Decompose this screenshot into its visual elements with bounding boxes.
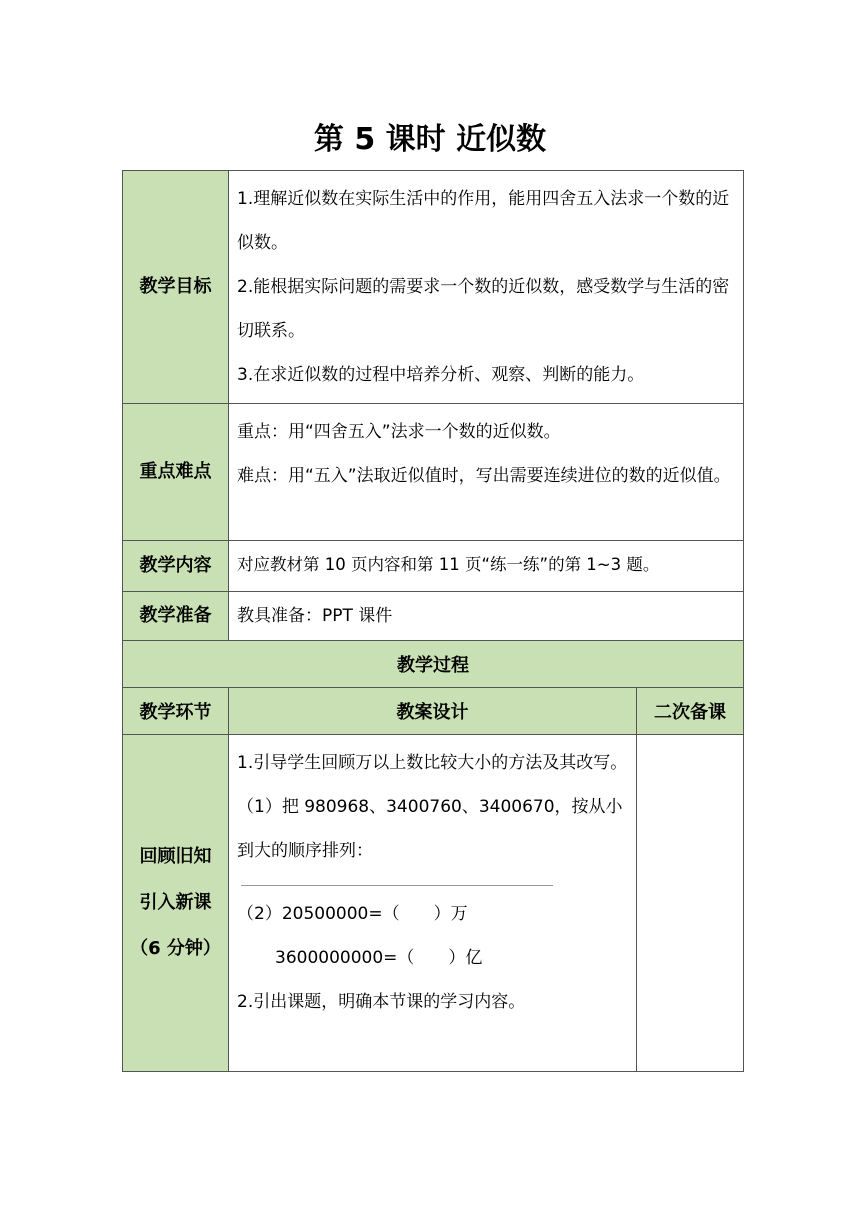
preparation-label: 教学准备 bbox=[123, 592, 229, 641]
objectives-content bbox=[229, 171, 744, 404]
stage-revision bbox=[637, 735, 744, 1072]
process-column-header-row bbox=[123, 688, 744, 735]
key-points-content bbox=[229, 404, 744, 541]
preparation-text: 教具准备：PPT 课件 bbox=[229, 592, 744, 641]
key-points-label: 重点难点 bbox=[123, 404, 229, 541]
objective-item: 3.在求近似数的过程中培养分析、观察、判断的能力。 bbox=[237, 365, 645, 385]
process-header-row bbox=[123, 641, 744, 688]
stage-row bbox=[123, 735, 744, 1072]
stage-label-line: （6 分钟） bbox=[130, 938, 221, 959]
column-header-design: 教案设计 bbox=[229, 688, 637, 735]
objective-item: 1.理解近似数在实际生活中的作用，能用四舍五入法求一个数的近似数。 bbox=[237, 189, 730, 253]
stage-sub-1: （1）把 980968、3400760、3400670，按从小到大的顺序排列： bbox=[237, 797, 623, 861]
lesson-plan-table bbox=[122, 170, 744, 1072]
objectives-label: 教学目标 bbox=[123, 171, 229, 404]
content-row bbox=[123, 541, 744, 592]
key-point-item: 难点：用“五入”法取近似值时，写出需要连续进位的数的近似值。 bbox=[237, 466, 731, 486]
objective-item: 2.能根据实际问题的需要求一个数的近似数，感受数学与生活的密切联系。 bbox=[237, 277, 730, 341]
page-title: 第 5 课时 近似数 bbox=[313, 122, 547, 157]
content-text: 对应教材第 10 页内容和第 11 页“练一练”的第 1~3 题。 bbox=[229, 541, 744, 592]
stage-sub-2b: 3600000000=（ ）亿 bbox=[275, 948, 483, 968]
process-header: 教学过程 bbox=[123, 641, 744, 688]
key-points-row bbox=[123, 404, 744, 541]
stage-item-2: 2.引出课题，明确本节课的学习内容。 bbox=[237, 992, 526, 1012]
answer-fill-line bbox=[241, 885, 553, 886]
stage-label bbox=[123, 735, 229, 1072]
column-header-revision: 二次备课 bbox=[637, 688, 744, 735]
stage-sub-2a: （2）20500000=（ ）万 bbox=[237, 904, 468, 924]
stage-design bbox=[229, 735, 637, 1072]
stage-label-line: 引入新课 bbox=[139, 892, 212, 913]
column-header-stage: 教学环节 bbox=[123, 688, 229, 735]
stage-label-line: 回顾旧知 bbox=[139, 846, 212, 867]
preparation-row bbox=[123, 592, 744, 641]
key-point-item: 重点：用“四舍五入”法求一个数的近似数。 bbox=[237, 422, 561, 442]
content-label: 教学内容 bbox=[123, 541, 229, 592]
objectives-row bbox=[123, 171, 744, 404]
stage-item-1: 1.引导学生回顾万以上数比较大小的方法及其改写。 bbox=[237, 753, 628, 773]
